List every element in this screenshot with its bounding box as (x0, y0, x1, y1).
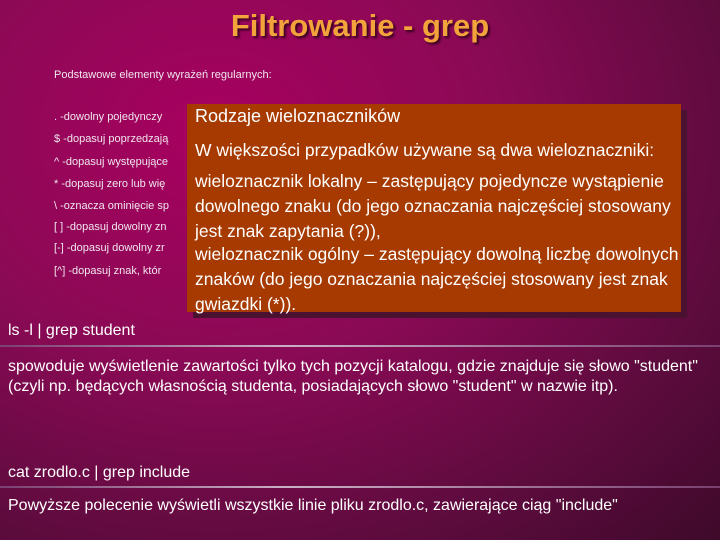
regex-item: [-] -dopasuj dowolny zr (54, 242, 165, 254)
popup-local-wildcard: wieloznacznik lokalny – zastępujący pojedyncze wystąpienie dowolnego znaku (do jego oznaczania najczęściej stosowany jest znak zapytania (?)), (195, 171, 671, 241)
regex-item: [ ] -dopasuj dowolny zn (54, 221, 167, 233)
popup-title: Rodzaje wieloznaczników (195, 106, 401, 126)
regex-item: [^] -dopasuj znak, któr (54, 265, 162, 277)
example2-command: cat zrodlo.c | grep include (8, 464, 191, 481)
regex-item: . -dowolny pojedynczy (54, 111, 163, 123)
regex-item: * -dopasuj zero lub wię (54, 178, 166, 190)
divider (0, 345, 720, 347)
divider (0, 486, 720, 488)
slide-title: Filtrowanie - grep (230, 8, 490, 43)
regex-item: $ -dopasuj poprzedzają (54, 133, 169, 145)
example2-description: Powyższe polecenie wyświetli wszystkie linie pliku zrodlo.c, zawierające ciąg "include" (8, 497, 618, 514)
example1-description: spowoduje wyświetlenie zawartości tylko tych pozycji katalogu, gdzie znajduje się słowo "student" (czyli np. będących własnością studenta, posiadających słowo "student" w nazwie itp). (8, 358, 698, 395)
slide-subtitle: Podstawowe elementy wyrażeń regularnych: (54, 69, 272, 81)
wildcards-popup (187, 104, 681, 312)
regex-item: \ -oznacza ominięcie sp (54, 200, 169, 212)
regex-item: ^ -dopasuj występujące (54, 156, 169, 168)
example1-command: ls -l | grep student (8, 322, 135, 339)
popup-global-wildcard: wieloznacznik ogólny – zastępujący dowolną liczbę dowolnych znaków (do jego oznaczania najczęściej stosowany jest znak gwiazdki (*)). (195, 244, 679, 314)
popup-intro: W większości przypadków używane są dwa wieloznaczniki: (195, 140, 655, 160)
